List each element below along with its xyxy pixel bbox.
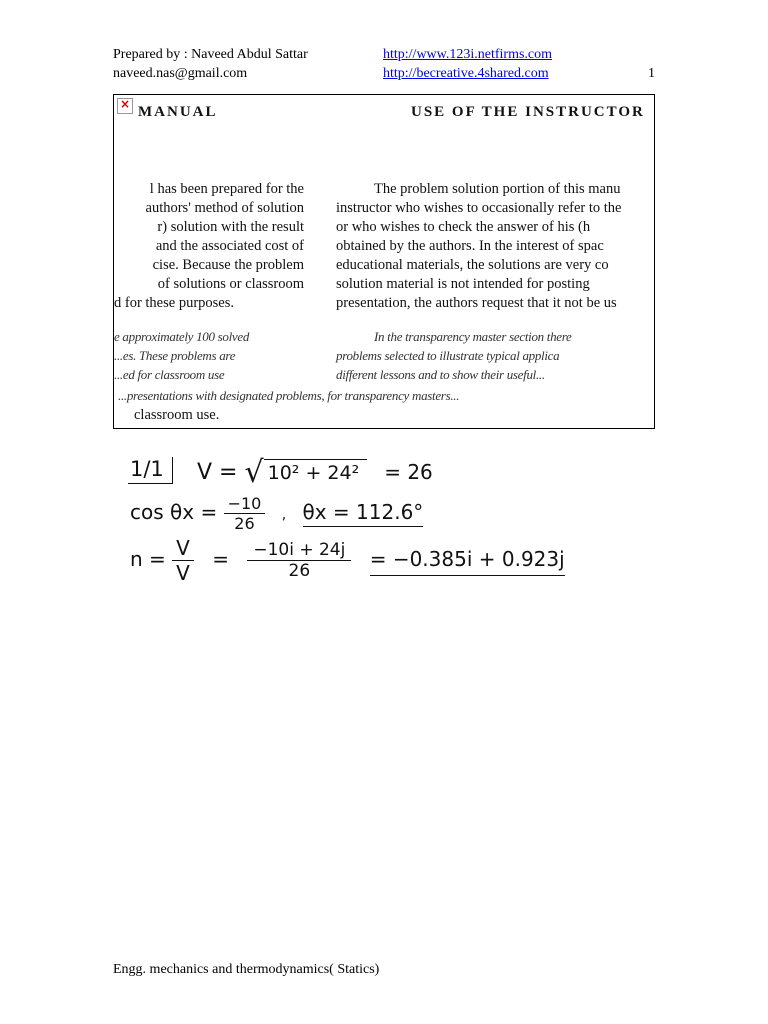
equation-magnitude [197, 455, 433, 490]
page-number: 1 [648, 66, 655, 81]
website-link-1[interactable]: http://www.123i.netfirms.com [383, 47, 553, 62]
text-line: instructor who wishes to occasionally refer to the [336, 200, 622, 216]
footer-text: Engg. mechanics and thermodynamics( Statics) [113, 962, 380, 977]
problem-label: 1/1 [128, 457, 173, 484]
eq3-equals: = [212, 547, 229, 571]
eq1-lhs: V = [197, 460, 238, 485]
eq1-radicand: 10² + 24² [264, 459, 368, 484]
text-line: problems selected to illustrate typical applica [336, 348, 560, 363]
text-line: cise. Because the problem [152, 257, 304, 273]
text-line: classroom use. [134, 407, 220, 423]
text-line: authors' method of solution [145, 200, 304, 216]
left-heading: MANUAL [138, 104, 218, 120]
author-name: Prepared by : Naveed Abdul Sattar [113, 47, 308, 62]
broken-image-icon: × [117, 98, 133, 114]
problem-number [128, 457, 173, 481]
text-line: obtained by the authors. In the interest of spac [336, 238, 604, 254]
right-column-text [336, 180, 655, 313]
eq3-fraction-2-numerator: −10i + 24j [247, 540, 351, 561]
scanned-manual-image [113, 94, 655, 429]
text-line: or who wishes to check the answer of his (h [336, 219, 591, 235]
text-line: In the transparency master section there [374, 329, 572, 344]
eq3-fraction-1-numerator: V [172, 536, 194, 561]
eq3-fraction-1-denominator: V [176, 561, 190, 585]
eq2-fraction [224, 494, 266, 533]
eq3-fraction-2-denominator: 26 [288, 561, 311, 581]
text-line: ...ed for classroom use [114, 367, 225, 382]
left-column-text [114, 180, 304, 313]
eq3-lhs: n = [130, 547, 166, 571]
eq3-fraction-1 [172, 536, 194, 585]
garbled-text-line: ...presentations with designated problems, for transparency masters... [118, 388, 460, 403]
text-line: ...es. These problems are [114, 348, 236, 363]
eq2-separator: , [281, 507, 287, 523]
right-column-text-2 [336, 327, 655, 384]
eq2-numerator: −10 [224, 494, 266, 514]
text-line: The problem solution portion of this manu [374, 181, 621, 197]
text-line: educational materials, the solutions are very co [336, 257, 609, 273]
text-line: different lessons and to show their useful... [336, 367, 545, 382]
eq3-fraction-2 [247, 540, 351, 581]
eq3-result: = −0.385i + 0.923j [370, 547, 565, 576]
text-line: presentation, the authors request that it not be us [336, 295, 617, 311]
equation-unit-vector [130, 536, 565, 585]
text-line: of solutions or classroom [157, 276, 304, 292]
right-heading: USE OF THE INSTRUCTOR [411, 104, 645, 120]
text-line: l has been prepared for the [149, 181, 304, 197]
website-link-2[interactable]: http://becreative.4shared.com [383, 66, 549, 81]
eq2-denominator: 26 [234, 514, 255, 533]
text-line: solution material is not intended for posting [336, 276, 590, 292]
text-line: e approximately 100 solved [114, 329, 250, 344]
eq2-lhs: cos θx = [130, 500, 218, 524]
eq2-result: θx = 112.6° [303, 500, 424, 527]
left-column-text-2 [114, 327, 304, 384]
sqrt-symbol-icon: √ [244, 455, 264, 490]
equation-cosine [130, 494, 423, 533]
author-email: naveed.nas@gmail.com [113, 66, 248, 81]
text-line: and the associated cost of [155, 238, 304, 254]
text-line: d for these purposes. [114, 295, 235, 311]
eq1-rhs: = 26 [384, 460, 433, 484]
text-line: r) solution with the result [157, 219, 304, 235]
